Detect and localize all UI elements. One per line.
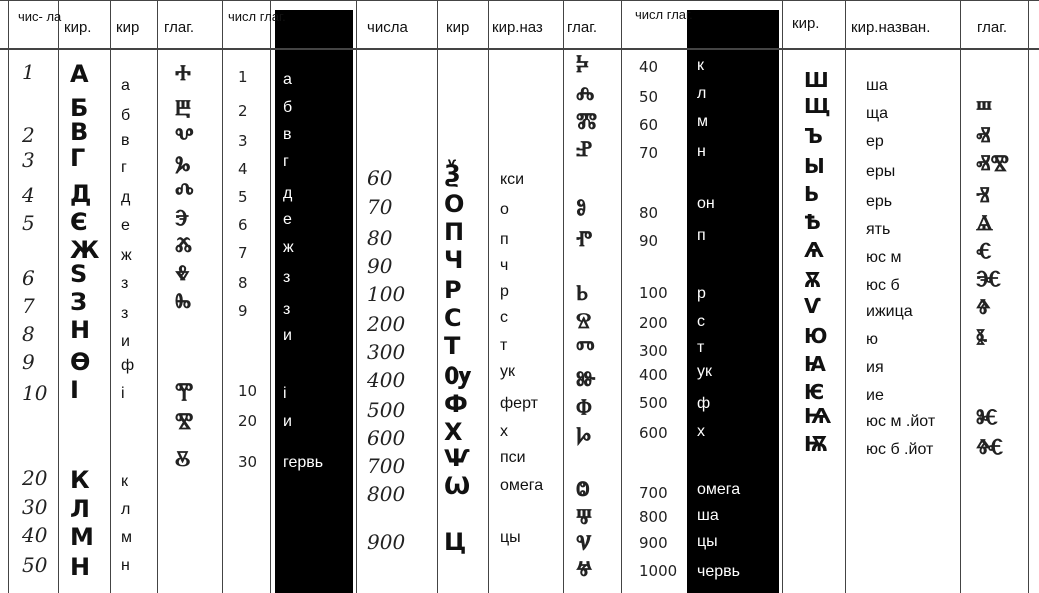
glagolitic-letter: Ⱍ (576, 556, 593, 582)
glagolitic-number: 60 (639, 116, 659, 134)
letter-name-inverted: г (283, 153, 289, 170)
letter-name: о (500, 201, 509, 218)
column-divider (222, 0, 223, 593)
letter-name: ферт (500, 395, 538, 412)
letter-name-inverted: и (283, 413, 292, 430)
glagolitic-number: 40 (639, 58, 659, 76)
number-cell: 200 (367, 312, 406, 336)
cyrillic-letter: З (70, 288, 88, 316)
letter-name: юс б .йот (866, 441, 934, 458)
number-cell: 5 (22, 211, 35, 235)
number-cell: 60 (367, 166, 393, 190)
number-cell: 50 (22, 553, 48, 577)
cyrillic-letter: Н (70, 553, 91, 581)
cyrillic-letter: Ь (804, 182, 820, 206)
number-cell: 9 (22, 350, 35, 374)
column-divider (621, 0, 622, 593)
glagolitic-letter: Ⱛ (976, 324, 988, 350)
letter-name: н (121, 557, 130, 574)
cyrillic-letter: Б (70, 94, 89, 122)
letter-name: в (121, 132, 130, 149)
glagolitic-number: 500 (639, 394, 668, 412)
number-cell: 70 (367, 195, 393, 219)
letter-name-inverted: л (697, 85, 707, 102)
cyrillic-letter: Ф (444, 390, 468, 418)
letter-name: кси (500, 171, 525, 188)
glagolitic-letter: Ⰴ (175, 178, 194, 204)
cyrillic-letter: Н (70, 316, 91, 344)
glagolitic-letter: Ⱙ (976, 434, 1004, 460)
number-cell: 900 (367, 530, 406, 554)
glagolitic-letter: Ⱉ (576, 476, 590, 502)
letter-name-inverted: с (697, 313, 705, 330)
glagolitic-number: 9 (238, 302, 248, 320)
header-divider (0, 48, 1039, 50)
letter-name: к (121, 473, 128, 490)
column-header: кир (446, 19, 470, 36)
letter-name-inverted: ук (697, 363, 712, 380)
number-cell: 800 (367, 482, 406, 506)
glagolitic-letter: Ⱅ (576, 336, 595, 362)
letter-name: ер (866, 133, 884, 150)
cyrillic-letter: Щ (804, 94, 831, 118)
glagolitic-number: 8 (238, 274, 248, 292)
letter-name-inverted: п (697, 227, 706, 244)
letter-name-inverted: червь (697, 563, 740, 580)
cyrillic-letter: Х (444, 418, 463, 446)
number-cell: 90 (367, 254, 393, 278)
column-divider (488, 0, 489, 593)
glagolitic-letter: Ⰳ (175, 151, 191, 177)
cyrillic-letter: Ю (804, 324, 828, 348)
glagolitic-number: 700 (639, 484, 668, 502)
glagolitic-letter: Ⱐ (976, 182, 990, 208)
cyrillic-letter: Д (70, 180, 92, 208)
cyrillic-letter: Ꙗ (804, 352, 826, 376)
letter-name: б (121, 107, 131, 124)
cyrillic-letter: Ѭ (804, 432, 829, 456)
letter-name-inverted: гервь (283, 454, 324, 471)
glagolitic-number: 800 (639, 508, 668, 526)
number-cell: 20 (22, 466, 48, 490)
letter-name-inverted: а (283, 71, 292, 88)
cyrillic-letter: М (70, 523, 94, 551)
cyrillic-letter: Ъ (804, 124, 823, 148)
glagolitic-letter: Ⱋ (576, 504, 593, 530)
glagolitic-letter: Ⰸ (175, 288, 192, 314)
letter-name-inverted: цы (697, 533, 718, 550)
letter-name: ю (866, 331, 878, 348)
letter-name: п (500, 231, 509, 248)
cyrillic-letter: Ѩ (804, 404, 832, 428)
glagolitic-number: 1 (238, 68, 248, 86)
column-divider (782, 0, 783, 593)
cyrillic-letter: Ѥ (804, 380, 825, 404)
letter-name-inverted: з (283, 301, 291, 318)
number-cell: 6 (22, 266, 35, 290)
letter-name-inverted: к (697, 57, 704, 74)
glagolitic-number: 300 (639, 342, 668, 360)
cyrillic-letter: Ч (444, 246, 464, 274)
letter-name-inverted: з (283, 269, 291, 286)
column-header: числа (367, 19, 408, 36)
cyrillic-letter: Ы (804, 154, 825, 178)
glagolitic-number: 20 (238, 412, 258, 430)
glagolitic-letter: Ⱔ (976, 238, 992, 264)
letter-name: юс б (866, 277, 900, 294)
column-divider (58, 0, 59, 593)
letter-name: д (121, 189, 131, 206)
column-divider (8, 0, 9, 593)
letter-name: р (500, 283, 509, 300)
glagolitic-letter: Ⱘ (976, 404, 998, 430)
glagolitic-letter: Ⰱ (175, 95, 192, 121)
glagolitic-number: 70 (639, 144, 659, 162)
column-divider (110, 0, 111, 593)
glagolitic-letter: Ⰻ (175, 446, 191, 472)
letter-name-inverted: е (283, 211, 292, 228)
number-cell: 1 (22, 60, 35, 84)
column-divider (563, 0, 564, 593)
letter-name: з (121, 305, 129, 322)
cyrillic-letter: А (70, 60, 89, 88)
glagolitic-number: 4 (238, 160, 248, 178)
glagolitic-letter: Ⰷ (175, 260, 190, 286)
letter-name: л (121, 501, 131, 518)
glagolitic-number: 7 (238, 244, 248, 262)
column-header: числ глаг. (228, 9, 286, 24)
letter-name-inverted: в (283, 126, 292, 143)
column-header: кир.наз (492, 19, 543, 36)
glagolitic-letter: Ⱖ (976, 294, 991, 320)
cyrillic-letter: Ж (70, 236, 100, 264)
letter-name-inverted: х (697, 423, 705, 440)
letter-name: ижица (866, 303, 913, 320)
column-header: кир. (792, 15, 820, 32)
number-cell: 4 (22, 183, 35, 207)
column-divider (845, 0, 846, 593)
glagolitic-letter: Ⱁ (576, 194, 587, 220)
letter-name: пси (500, 449, 526, 466)
column-divider (437, 0, 438, 593)
letter-name: ук (500, 363, 515, 380)
glagolitic-letter: Ⱇ (576, 394, 592, 420)
glagolitic-letter: Ⱈ (576, 422, 592, 448)
letter-name-inverted: и (283, 327, 292, 344)
column-header: глаг. (977, 19, 1008, 36)
letter-name: еры (866, 163, 896, 180)
glagolitic-number: 1000 (639, 562, 678, 580)
cyrillic-letter: Ѫ (804, 268, 822, 292)
number-cell: 500 (367, 398, 406, 422)
cyrillic-letter: І (70, 376, 79, 404)
letter-name: ф (121, 357, 135, 374)
letter-name: ерь (866, 193, 893, 210)
letter-name-inverted: ж (283, 239, 294, 256)
number-cell: 400 (367, 368, 406, 392)
glagolitic-number: 600 (639, 424, 668, 442)
letter-name: е (121, 217, 130, 234)
glagolitic-number: 90 (639, 232, 659, 250)
cyrillic-letter: С (444, 304, 462, 332)
number-cell: 3 (22, 148, 35, 172)
column-header: глаг. (164, 19, 195, 36)
number-cell: 40 (22, 523, 48, 547)
column-divider (356, 0, 357, 593)
letter-name: и (121, 333, 130, 350)
cyrillic-letter: Ѡ (444, 472, 471, 500)
cyrillic-letter: Р (444, 276, 462, 304)
letter-name: ие (866, 387, 884, 404)
column-divider (960, 0, 961, 593)
letter-name: юс м .йот (866, 413, 936, 430)
glagolitic-number: 30 (238, 453, 258, 471)
letter-name: з (121, 275, 129, 292)
column-header: чис- ла (18, 9, 62, 24)
cyrillic-letter: П (444, 218, 465, 246)
letter-name: юс м (866, 249, 902, 266)
glagolitic-number: 400 (639, 366, 668, 384)
letter-name-inverted: ф (697, 395, 711, 412)
glagolitic-letter: Ⰲ (175, 123, 194, 149)
glagolitic-number: 50 (639, 88, 659, 106)
glagolitic-letter: Ⱑ (976, 210, 993, 236)
letter-name-inverted: он (697, 195, 715, 212)
letter-name-inverted: омега (697, 481, 741, 498)
letter-name: х (500, 423, 508, 440)
column-header: числ глаг. (635, 7, 693, 22)
number-cell: 600 (367, 426, 406, 450)
glagolitic-letter: Ⰾ (576, 80, 595, 106)
column-header: кир. (64, 19, 92, 36)
glagolitic-letter: Ⱏ (976, 122, 991, 148)
letter-name: ия (866, 359, 884, 376)
column-header: кир (116, 19, 140, 36)
letter-name: а (121, 77, 130, 94)
number-cell: 2 (22, 123, 35, 147)
glagolitic-letter: Ⱌ (576, 530, 592, 556)
letter-name-inverted: і (283, 385, 287, 402)
cyrillic-letter: Є (70, 208, 88, 236)
glagolitic-letter: Ⱗ (976, 266, 1002, 292)
cyrillic-letter: Ѕ (70, 260, 88, 288)
number-cell: 30 (22, 495, 48, 519)
number-cell: 100 (367, 282, 406, 306)
letter-name: т (500, 337, 508, 354)
glagolitic-number: 3 (238, 132, 248, 150)
glagolitic-letter: Ⰵ (175, 205, 190, 231)
cyrillic-letter: Т (444, 332, 461, 360)
letter-name: ч (500, 257, 509, 274)
column-header: глаг. (567, 19, 598, 36)
glagolitic-number: 100 (639, 284, 668, 302)
glagolitic-letter: Ⰽ (576, 50, 589, 76)
number-cell: 10 (22, 381, 48, 405)
letter-name-inverted: д (283, 185, 293, 202)
glagolitic-number: 80 (639, 204, 659, 222)
glagolitic-letter: Ⱃ (576, 280, 588, 306)
cyrillic-letter: Ц (444, 528, 467, 556)
cyrillic-letter: К (70, 466, 90, 494)
glagolitic-letter: Ⰹ (175, 378, 194, 404)
letter-name: м (121, 529, 132, 546)
cyrillic-letter: О (444, 190, 465, 218)
glagolitic-number: 200 (639, 314, 668, 332)
letter-name: і (121, 385, 125, 402)
letter-name-inverted: м (697, 113, 708, 130)
cyrillic-letter: Ѧ (804, 238, 824, 262)
letter-name-inverted: р (697, 285, 706, 302)
number-cell: 8 (22, 322, 35, 346)
cyrillic-letter: В (70, 118, 89, 146)
glagolitic-number: 2 (238, 102, 248, 120)
letter-name-inverted: т (697, 339, 705, 356)
column-divider (270, 0, 271, 593)
letter-name: ща (866, 105, 889, 122)
letter-name: ять (866, 221, 891, 238)
number-cell: 700 (367, 454, 406, 478)
cyrillic-letter: Ѳ (70, 348, 91, 376)
glagolitic-letter: Ⱆ (576, 366, 596, 392)
cyrillic-letter: Ѯ (444, 160, 461, 188)
letter-name-inverted: б (283, 99, 293, 116)
glagolitic-number: 6 (238, 216, 248, 234)
letter-name: г (121, 159, 127, 176)
number-cell: 80 (367, 226, 393, 250)
column-divider (1028, 0, 1029, 593)
glagolitic-letter: Ⰺ (175, 408, 194, 434)
number-cell: 300 (367, 340, 406, 364)
letter-name: ша (866, 77, 888, 94)
cyrillic-letter: Ѣ (804, 210, 821, 234)
glagolitic-number: 10 (238, 382, 258, 400)
cyrillic-letter: Л (70, 495, 90, 523)
top-border (0, 0, 1039, 1)
glagolitic-letter: Ⱎ (976, 96, 993, 122)
glagolitic-letter: Ⰿ (576, 108, 598, 134)
glagolitic-letter: ⰟⰊ (976, 150, 1009, 176)
letter-name: с (500, 309, 508, 326)
cyrillic-letter: Ѱ (444, 444, 470, 472)
cyrillic-letter: Ѹ (444, 362, 472, 390)
glagolitic-letter: Ⱀ (576, 136, 593, 162)
column-header: кир.назван. (851, 19, 931, 36)
glagolitic-letter: Ⱄ (576, 308, 592, 334)
letter-name-inverted: ша (697, 507, 719, 524)
glagolitic-number: 900 (639, 534, 668, 552)
letter-name: ж (121, 247, 132, 264)
glagolitic-letter: Ⰶ (175, 232, 193, 258)
letter-name: омега (500, 477, 544, 494)
glagolitic-letter: Ⱂ (576, 226, 593, 252)
column-divider (157, 0, 158, 593)
letter-name: цы (500, 529, 521, 546)
glagolitic-letter: Ⰰ (175, 60, 191, 86)
number-cell: 7 (22, 294, 35, 318)
cyrillic-letter: Ѵ (804, 294, 822, 318)
cyrillic-letter: Г (70, 144, 86, 172)
letter-name-inverted: н (697, 143, 706, 160)
cyrillic-letter: Ш (804, 68, 829, 92)
glagolitic-number: 5 (238, 188, 248, 206)
